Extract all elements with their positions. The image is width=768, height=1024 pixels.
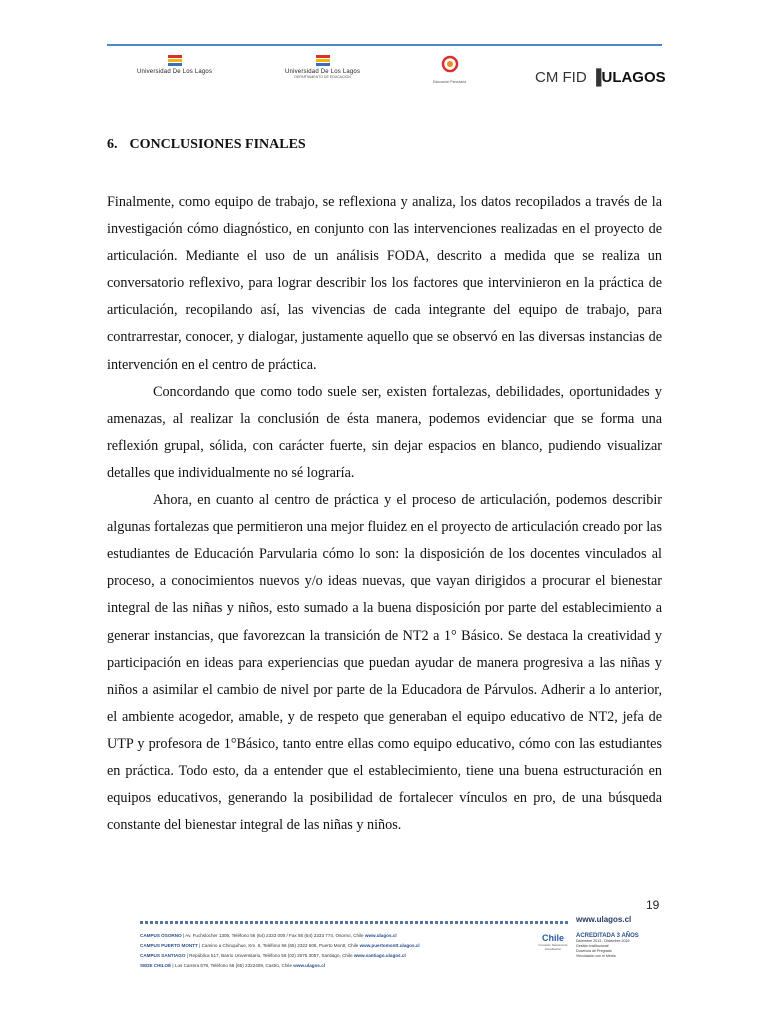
- footer-campus-list: [140, 931, 420, 971]
- header-logos: [107, 55, 666, 95]
- ulagos-logo: [137, 55, 212, 75]
- spiral-icon: [441, 55, 459, 73]
- body-text: [107, 189, 662, 839]
- campus-url[interactable]: www.ulagos.cl: [364, 933, 397, 938]
- parvularia-logo: [433, 55, 466, 84]
- campus-address: | Av. Fuchslocher 1305, Teléfono 56 (64) 2333 000 / Fax 56 (64) 2333 774, Osorno, Chile: [181, 933, 365, 938]
- ulagos-logo-text: Universidad De Los Lagos: [137, 69, 213, 75]
- accreditation-line: Docencia de Pregrado: [576, 949, 612, 953]
- footer-rule: [140, 921, 570, 924]
- separator-icon: ▐: [590, 69, 602, 86]
- ulagos-wordmark: ULAGOS: [601, 69, 666, 86]
- accreditation-line: Gestión Institucional: [576, 944, 609, 948]
- campus-name: CAMPUS OSORNO: [140, 933, 182, 938]
- paragraph: Finalmente, como equipo de trabajo, se reflexiona y analiza, los datos recopilados a través de la investigación cómo diagnóstico, en conjunto con las intervenciones realizadas en el proyecto de articulación. Mediante el uso de un análisis FODA, descrito a medida que se realiza un conversatorio reflexivo, para lograr describir los los factores que intervinieron en la práctica de articulación, recopilando así, las vivencias de cada integrante del equipo de trabajo, para contrarrestar, conocer, y dialogar, justamente aquello que se observó en las diversas instancias de intervención en el centro de práctica.: [107, 194, 662, 373]
- campus-name: CAMPUS SANTIAGO: [140, 953, 186, 958]
- cmfid-logo-text: CM FID: [535, 69, 587, 86]
- footer-campus-line: [140, 931, 420, 941]
- campus-address: | República 517, Barrio Universitario, Teléfono 56 (02) 2675 3057, Santiago, Chile: [185, 953, 354, 958]
- header-rule: [107, 44, 662, 46]
- accreditation-line: Vinculación con el Medio: [576, 954, 616, 958]
- ulagos-dept-logo-sub: DEPARTAMENTO DE EDUCACIÓN: [294, 75, 351, 79]
- paragraph: Concordando que como todo suele ser, existen fortalezas, debilidades, oportunidades y amenazas, al realizar la conclusión de ésta manera, podemos evidenciar que se forma una reflexión grupal, sólida, con carácter fuerte, sin dejar espacios en blanco, pudiendo visualizar detalles que individualmente no sé lograría.: [107, 383, 662, 481]
- cna-logo: [538, 933, 568, 951]
- footer: [140, 915, 660, 985]
- footer-website: www.ulagos.cl: [576, 915, 632, 924]
- flag-icon: [168, 55, 182, 66]
- footer-campus-line: [140, 961, 420, 971]
- campus-name: CAMPUS PUERTO MONTT: [140, 943, 198, 948]
- page-number: 19: [646, 898, 660, 912]
- parvularia-logo-text: Educación Parvularia: [433, 80, 467, 84]
- accreditation-badge: [576, 933, 639, 959]
- cmfid-logo: [535, 69, 666, 86]
- cna-logo-text: Chile: [541, 933, 564, 943]
- ulagos-dept-logo: [285, 55, 360, 79]
- campus-address: | Camino a Chinquihue, Km. 6, Teléfono 56 (65) 2322 506, Puerto Montt, Chile: [197, 943, 360, 948]
- accreditation-line: Diciembre 2013 - Diciembre 2016: [576, 939, 630, 943]
- accreditation-title: ACREDITADA 3 AÑOS: [576, 933, 639, 939]
- cna-logo-sub: Comisión Nacional de Acreditación: [538, 943, 568, 951]
- paragraph: Ahora, en cuanto al centro de práctica y el proceso de articulación, podemos describir algunas fortalezas que permitieron una mejor fluidez en el proyecto de articulación creado por las estudiantes de Educación Parvularia cómo lo son: la disposición de los docentes vinculados al proceso, a conocimientos nuevos y/o ideas nuevas, que vayan dirigidos a procurar el bienestar integral de las niñas y niños, esto sumado a la buena disposición por parte del establecimiento a generar instancias, que favorezcan la transición de NT2 a 1° Básico. Se destaca la creatividad y participación en ideas para experiencias que puedan ayudar de manera progresiva a las niñas y niños a asimilar el cambio de nivel por parte de la Educadora de Párvulos. Adherir a lo anterior, el ambiente acogedor, amable, y de respeto que generaban el equipo educativo de NT2, jefa de UTP y profesora de 1°Básico, tanto entre ellas como equipo educativo, cómo con las estudiantes en práctica. Todo esto, da a entender que el establecimiento, tiene una buena estructuración en equipos educativos, generando la posibilidad de fortalecer vínculos en pro, de una búsqueda constante del bienestar integral de las niñas y niños.: [107, 492, 662, 834]
- campus-url[interactable]: www.santiago.ulagos.cl: [353, 953, 406, 958]
- campus-address: | Los Carrera 678, Teléfono 56 (65) 2322409, Castro, Chile: [171, 963, 294, 968]
- campus-url[interactable]: www.ulagos.cl: [293, 963, 326, 968]
- footer-campus-line: [140, 941, 420, 951]
- footer-campus-line: [140, 951, 420, 961]
- ulagos-dept-logo-text: Universidad De Los Lagos: [285, 69, 361, 75]
- section-number: 6.: [107, 137, 118, 152]
- campus-url[interactable]: www.puertomontt.ulagos.cl: [359, 943, 420, 948]
- flag-icon: [316, 55, 330, 66]
- section-heading: [107, 137, 306, 153]
- campus-name: SEDE CHILOÉ: [140, 963, 172, 968]
- section-title: CONCLUSIONES FINALES: [129, 137, 306, 152]
